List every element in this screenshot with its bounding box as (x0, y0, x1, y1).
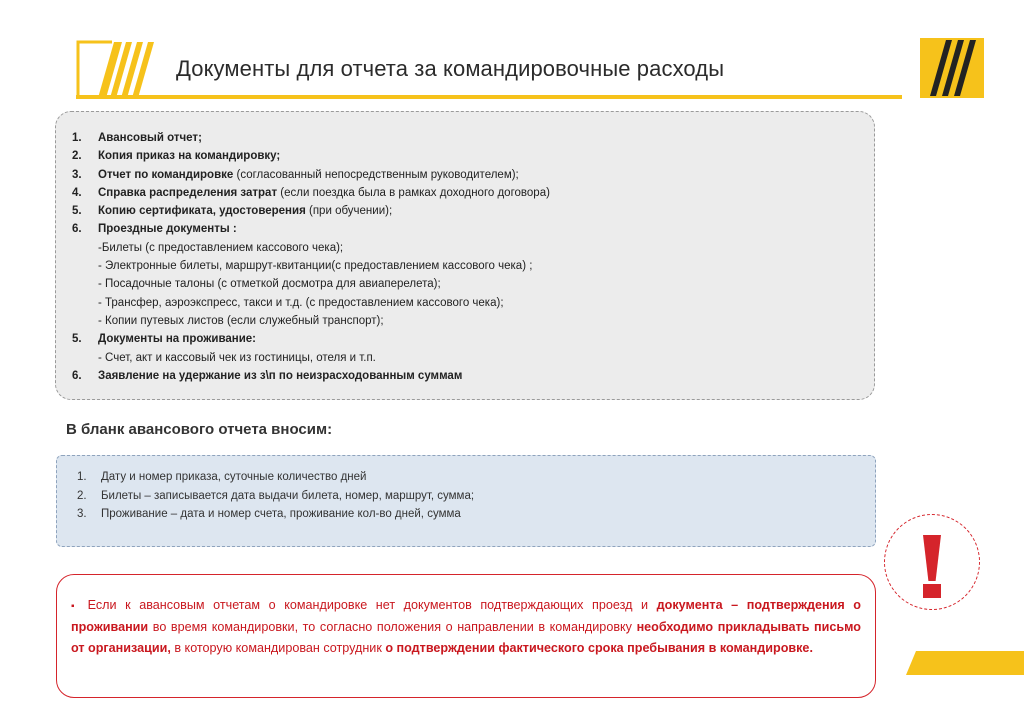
notice-bold-1: документа – подтверждения о проживании (71, 598, 862, 634)
form-item (77, 487, 474, 506)
form-item-text: Проживание – дата и номер счета, проживание кол-во дней, сумма (101, 508, 461, 520)
form-item-text: Дату и номер приказа, суточные количество дней (101, 471, 367, 483)
form-item-number: 3. (77, 508, 87, 520)
document-item-note: - Копии путевых листов (если служебный транспорт); (98, 314, 384, 327)
document-item-note: (при обучении); (305, 205, 393, 218)
header-underline (76, 95, 902, 99)
document-item (72, 330, 550, 348)
notice-bold-2: необходимо прикладывать письмо от организации, (71, 620, 861, 655)
bullet-icon: ▪ (71, 601, 80, 612)
header-stripes-right-decoration (920, 38, 984, 98)
document-item-number: 2. (72, 150, 82, 163)
document-item-number: 5. (72, 333, 82, 346)
notice-part-2: во время командировки, то согласно положения о направлении в командировку (148, 620, 637, 634)
document-item (72, 147, 550, 165)
document-item-note: - Счет, акт и кассовый чек из гостиницы, отеля и т.п. (98, 351, 376, 364)
exclamation-icon (884, 514, 980, 610)
page-title: Документы для отчета за командировочные расходы (176, 56, 725, 81)
notice-panel (56, 574, 876, 698)
document-item-note: - Электронные билеты, маршрут-квитанции(с предоставлением кассового чека) ; (98, 260, 533, 273)
form-item (77, 505, 474, 524)
document-item-title: Справка распределения затрат (98, 186, 278, 199)
document-item-title: Копия приказ на командировку; (98, 150, 281, 163)
document-item (72, 275, 550, 293)
document-item (72, 312, 550, 330)
document-item (72, 257, 550, 275)
document-item-note: - Трансфер, аэроэкспресс, такси и т.д. (с предоставлением кассового чека); (98, 296, 504, 309)
form-item-number: 2. (77, 489, 87, 502)
document-item-number: 6. (72, 223, 82, 236)
document-item-title: Авансовый отчет; (98, 132, 202, 144)
document-item (72, 129, 550, 147)
documents-list (72, 129, 550, 385)
required-documents-panel (55, 111, 875, 400)
document-item (72, 239, 550, 257)
document-item (72, 349, 550, 367)
advance-report-fields-panel (56, 455, 876, 547)
exclamation-dot (923, 584, 941, 598)
section-heading (66, 421, 332, 438)
document-item-title: Отчет по командировке (98, 168, 234, 181)
document-item (72, 367, 550, 385)
footer-yellow-stripe-decoration (906, 651, 1024, 675)
document-item-number: 5. (72, 205, 82, 218)
document-item-title: Документы на проживание: (98, 333, 257, 346)
document-item-number: 3. (72, 168, 82, 181)
document-item-title: Заявление на удержание из з\п по неизрасходованным суммам (98, 369, 463, 382)
notice-text (71, 595, 861, 659)
form-item-number: 1. (77, 471, 87, 483)
document-item-note: -Билеты (с предоставлением кассового чека); (98, 241, 344, 254)
document-item (72, 202, 550, 220)
document-item (72, 220, 550, 238)
exclamation-bar (923, 535, 941, 581)
document-item (72, 166, 550, 184)
document-item-number: 1. (72, 132, 82, 144)
notice-bold-3: о подтверждении фактического срока пребывания в командировке. (385, 641, 813, 655)
form-item (77, 468, 474, 487)
notice-part-3: в которую командирован сотрудник (170, 641, 386, 655)
document-item-note: (согласованный непосредственным руководителем); (233, 168, 519, 181)
document-item-title: Копию сертификата, удостоверения (98, 205, 306, 218)
header-stripes-left-decoration (76, 38, 176, 100)
notice-part-1: Если к авансовым отчетам о командировке нет документов подтверждающих проезд и (87, 598, 657, 612)
document-item-title: Проездные документы : (98, 223, 237, 236)
form-items-list (77, 468, 474, 524)
document-item-number: 4. (72, 186, 82, 199)
document-item (72, 294, 550, 312)
document-item-note: - Посадочные талоны (с отметкой досмотра для авиаперелета); (98, 278, 441, 291)
section-heading-text: В бланк авансового отчета вносим (66, 421, 328, 438)
document-item-number: 6. (72, 369, 82, 382)
form-item-text: Билеты – записывается дата выдачи билета, номер, маршрут, сумма; (101, 489, 475, 502)
document-item-note: (если поездка была в рамках доходного договора) (277, 186, 550, 199)
section-heading-colon: : (327, 421, 333, 438)
document-item (72, 184, 550, 202)
